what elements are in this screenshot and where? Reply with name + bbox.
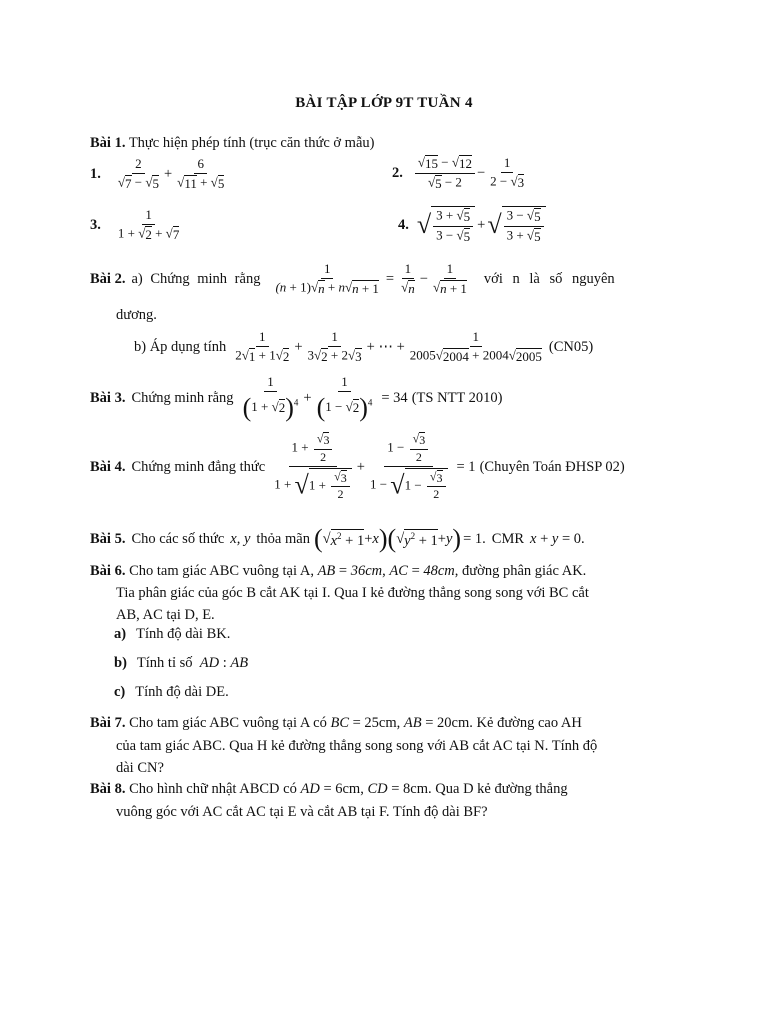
- problem-text: b) Áp dụng tính: [134, 338, 227, 355]
- expr-1-1: 1. $\frac{2}{√7 - √5}$ + $\frac{6}{√11 + √5}$: [90, 156, 225, 191]
- problem-text: (CN05): [548, 338, 594, 355]
- problem-4: Bài 4. Chứng minh đẳng thức 1 + $\frac{√3}{2}$ 1 + √1 + $\frac{√3}{2}$ + 1 − $\frac{√3}{2}$ 1 − √1 − $\frac{√3}{2}$ = 1 (Chuyên Toán ĐHSP 02): [90, 431, 625, 502]
- problem-6-line2: Tia phân giác của góc B cắt AK tại I. Qua I kẻ đường thẳng song song với BC cắt: [116, 585, 589, 601]
- problem-text: CMR: [491, 530, 525, 547]
- expr-1-4: 4. √ $\frac{3 + √5}{3 - √5}$ + √ $\frac{3 - √5}{3 + √5}$: [398, 206, 546, 245]
- problem-6: Bài 6. Cho tam giác ABC vuông tại A, AB = 36cm, AC = 48cm, đường phân giác AK.: [90, 563, 587, 579]
- problem-7: Bài 7. Cho tam giác ABC vuông tại A có BC = 25cm, AB = 20cm. Kẻ đường cao AH: [90, 715, 582, 731]
- problem-text: Tính độ dài BK.: [136, 626, 231, 642]
- problem-text: thỏa mãn: [256, 530, 310, 547]
- page-title: BÀI TẬP LỚP 9T TUẦN 4: [295, 95, 473, 111]
- problem-6-a: [114, 626, 230, 643]
- item-letter: c): [114, 684, 126, 700]
- problem-6-b: b) Tính tỉ số AD : AB: [114, 655, 249, 671]
- problem-label: Bài 2.: [90, 270, 126, 287]
- problem-label: Bài 8.: [90, 781, 126, 797]
- problem-8-line2: vuông góc với AC cắt AC tại E và cắt AB tại F. Tính độ dài BF?: [116, 804, 488, 820]
- problem-text: Cho tam giác ABC vuông tại A,: [129, 563, 314, 579]
- problem-text: Thực hiện phép tính (trục căn thức ở mẫu): [128, 135, 375, 151]
- problem-2-a: Bài 2. a) Chứng minh rằng $\frac{1}{(n + 1)√n + n√n + 1}$ = $\frac{1}{√n}$ − $\frac{1}{√n + 1}$ với n là số nguyên: [90, 261, 615, 296]
- problem-text: (Chuyên Toán ĐHSP 02): [479, 458, 625, 475]
- expr-1-3: 3. $\frac{1}{1 + √2 + √7}$: [90, 207, 180, 242]
- problem-text: a) Chứng minh rằng: [131, 270, 261, 287]
- problem-text: Tính tỉ số: [136, 655, 193, 671]
- problem-label: Bài 7.: [90, 715, 126, 731]
- problem-label: Bài 1.: [90, 135, 126, 151]
- problem-text: Cho các số thức: [131, 530, 225, 547]
- item-letter: b): [114, 655, 127, 671]
- problem-7-line3: dài CN?: [116, 760, 164, 776]
- problem-label: Bài 6.: [90, 563, 126, 579]
- problem-label: Bài 4.: [90, 458, 126, 475]
- problem-label: Bài 3.: [90, 390, 126, 407]
- problem-2-a-cont: dương.: [116, 307, 157, 323]
- expr-1-2: 2. $\frac{√15 - √12}{√5 - 2}$ − $\frac{1}{2 - √3}$: [392, 154, 525, 191]
- item-number: 4.: [398, 216, 409, 233]
- item-number: 1.: [90, 165, 101, 182]
- item-letter: a): [114, 626, 127, 642]
- problem-text: Tính độ dài DE.: [135, 684, 229, 700]
- problem-text: Qua D kẻ đường thẳng: [435, 781, 568, 797]
- problem-text: (TS NTT 2010): [411, 390, 503, 407]
- problem-text: Chứng minh đẳng thức: [131, 458, 266, 475]
- problem-6-c: [114, 684, 229, 701]
- problem-5: Bài 5. Cho các số thức x, y thỏa mãn ( √ $x^2 + 1$ + x ) ( √ $y^2 + 1$ + y ) = 1. CMR x + y = 0.: [90, 524, 585, 553]
- problem-text: đường phân giác AK.: [462, 563, 587, 579]
- problem-text: Cho hình chữ nhật ABCD có: [129, 781, 297, 797]
- problem-text: Cho tam giác ABC vuông tại A có: [129, 715, 327, 731]
- problem-1-header: [90, 135, 374, 152]
- problem-6-line3: AB, AC tại D, E.: [116, 607, 215, 623]
- item-number: 3.: [90, 216, 101, 233]
- problem-3: Bài 3. Chứng minh rằng $\frac{1}{(1 + √2)^4}$ + $\frac{1}{(1 - √2)^4}$ = 34 (TS NTT 2010): [90, 374, 503, 422]
- problem-text: Kẻ đường cao AH: [476, 715, 582, 731]
- problem-7-line2: của tam giác ABC. Qua H kẻ đường thẳng song song với AB cắt AC tại N. Tính độ: [116, 738, 598, 754]
- problem-8: Bài 8. Cho hình chữ nhật ABCD có AD = 6cm, CD = 8cm. Qua D kẻ đường thẳng: [90, 781, 568, 797]
- problem-text: với n là số nguyên: [483, 270, 615, 287]
- problem-2-b: b) Áp dụng tính $\frac{1}{2√1 + 1√2}$ + $\frac{1}{3√2 + 2√3}$ + ⋯ + $\frac{1}{2005√2004 + 2004√2005}$ (CN05): [134, 329, 594, 364]
- problem-text: Chứng minh rằng: [131, 390, 234, 407]
- problem-label: Bài 5.: [90, 530, 126, 547]
- item-number: 2.: [392, 164, 403, 181]
